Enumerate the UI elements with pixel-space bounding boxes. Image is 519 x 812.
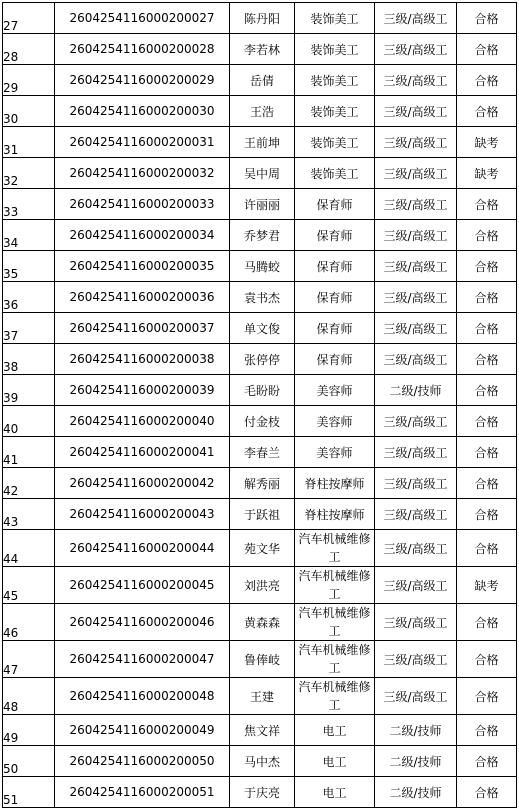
skill-level: 三级/高级工 — [375, 406, 457, 437]
exam-id: 2604254116000200027 — [55, 3, 230, 34]
candidate-name: 马中杰 — [230, 746, 295, 777]
candidate-name: 陈丹阳 — [230, 3, 295, 34]
exam-result: 缺考 — [457, 567, 517, 604]
exam-result: 合格 — [457, 3, 517, 34]
table-row — [3, 375, 517, 406]
exam-id: 2604254116000200037 — [55, 313, 230, 344]
exam-result: 合格 — [457, 34, 517, 65]
table-row — [3, 65, 517, 96]
exam-result: 合格 — [457, 282, 517, 313]
skill-level: 三级/高级工 — [375, 437, 457, 468]
exam-result: 合格 — [457, 746, 517, 777]
exam-id: 2604254116000200028 — [55, 34, 230, 65]
exam-result: 合格 — [457, 344, 517, 375]
candidate-name: 张停停 — [230, 344, 295, 375]
exam-result: 合格 — [457, 251, 517, 282]
exam-id: 2604254116000200050 — [55, 746, 230, 777]
exam-id: 2604254116000200035 — [55, 251, 230, 282]
candidate-name: 袁书杰 — [230, 282, 295, 313]
skill-level: 三级/高级工 — [375, 220, 457, 251]
occupation: 美容师 — [295, 437, 375, 468]
table-row — [3, 344, 517, 375]
occupation: 保育师 — [295, 313, 375, 344]
exam-result: 合格 — [457, 189, 517, 220]
exam-result: 缺考 — [457, 158, 517, 189]
row-number: 27 — [3, 3, 55, 34]
skill-level: 三级/高级工 — [375, 678, 457, 715]
candidate-name: 乔梦君 — [230, 220, 295, 251]
row-number: 33 — [3, 189, 55, 220]
occupation: 保育师 — [295, 189, 375, 220]
exam-result: 合格 — [457, 468, 517, 499]
candidate-name: 王建 — [230, 678, 295, 715]
exam-id: 2604254116000200040 — [55, 406, 230, 437]
candidate-name: 马腾蛟 — [230, 251, 295, 282]
occupation: 装饰美工 — [295, 96, 375, 127]
candidate-name: 李若林 — [230, 34, 295, 65]
occupation: 脊柱按摩师 — [295, 468, 375, 499]
table-row — [3, 746, 517, 777]
exam-id: 2604254116000200032 — [55, 158, 230, 189]
table-row — [3, 567, 517, 604]
occupation: 美容师 — [295, 375, 375, 406]
skill-level: 三级/高级工 — [375, 313, 457, 344]
table-row — [3, 468, 517, 499]
exam-result: 缺考 — [457, 127, 517, 158]
candidate-name: 王浩 — [230, 96, 295, 127]
table-row — [3, 282, 517, 313]
occupation: 电工 — [295, 777, 375, 808]
table-row — [3, 96, 517, 127]
occupation: 保育师 — [295, 251, 375, 282]
candidate-name: 岳倩 — [230, 65, 295, 96]
row-number: 49 — [3, 715, 55, 746]
exam-id: 2604254116000200044 — [55, 530, 230, 567]
skill-level: 三级/高级工 — [375, 641, 457, 678]
table-row — [3, 777, 517, 808]
table-row — [3, 715, 517, 746]
exam-result: 合格 — [457, 678, 517, 715]
results-table — [2, 2, 517, 808]
skill-level: 三级/高级工 — [375, 604, 457, 641]
exam-id: 2604254116000200051 — [55, 777, 230, 808]
row-number: 50 — [3, 746, 55, 777]
occupation: 保育师 — [295, 282, 375, 313]
skill-level: 三级/高级工 — [375, 282, 457, 313]
skill-level: 三级/高级工 — [375, 3, 457, 34]
occupation: 汽车机械维修工 — [295, 530, 375, 567]
skill-level: 二级/技师 — [375, 715, 457, 746]
skill-level: 三级/高级工 — [375, 530, 457, 567]
table-row — [3, 127, 517, 158]
exam-result: 合格 — [457, 604, 517, 641]
table-row — [3, 34, 517, 65]
exam-id: 2604254116000200041 — [55, 437, 230, 468]
row-number: 31 — [3, 127, 55, 158]
results-table-body — [3, 3, 517, 808]
row-number: 38 — [3, 344, 55, 375]
skill-level: 三级/高级工 — [375, 34, 457, 65]
exam-result: 合格 — [457, 641, 517, 678]
skill-level: 二级/技师 — [375, 777, 457, 808]
candidate-name: 苑文华 — [230, 530, 295, 567]
exam-result: 合格 — [457, 715, 517, 746]
exam-id: 2604254116000200031 — [55, 127, 230, 158]
row-number: 40 — [3, 406, 55, 437]
occupation: 汽车机械维修工 — [295, 567, 375, 604]
occupation: 汽车机械维修工 — [295, 641, 375, 678]
exam-result: 合格 — [457, 65, 517, 96]
occupation: 装饰美工 — [295, 127, 375, 158]
exam-result: 合格 — [457, 499, 517, 530]
skill-level: 三级/高级工 — [375, 127, 457, 158]
exam-result: 合格 — [457, 96, 517, 127]
occupation: 美容师 — [295, 406, 375, 437]
row-number: 32 — [3, 158, 55, 189]
exam-id: 2604254116000200047 — [55, 641, 230, 678]
occupation: 汽车机械维修工 — [295, 604, 375, 641]
occupation: 电工 — [295, 746, 375, 777]
occupation: 装饰美工 — [295, 34, 375, 65]
row-number: 39 — [3, 375, 55, 406]
table-row — [3, 641, 517, 678]
candidate-name: 付金枝 — [230, 406, 295, 437]
row-number: 29 — [3, 65, 55, 96]
candidate-name: 单文俊 — [230, 313, 295, 344]
table-row — [3, 313, 517, 344]
exam-id: 2604254116000200029 — [55, 65, 230, 96]
skill-level: 三级/高级工 — [375, 189, 457, 220]
table-row — [3, 220, 517, 251]
skill-level: 二级/技师 — [375, 746, 457, 777]
table-row — [3, 678, 517, 715]
exam-result: 合格 — [457, 313, 517, 344]
exam-result: 合格 — [457, 220, 517, 251]
skill-level: 三级/高级工 — [375, 499, 457, 530]
exam-id: 2604254116000200046 — [55, 604, 230, 641]
row-number: 46 — [3, 604, 55, 641]
candidate-name: 许丽丽 — [230, 189, 295, 220]
candidate-name: 李春兰 — [230, 437, 295, 468]
row-number: 34 — [3, 220, 55, 251]
table-row — [3, 604, 517, 641]
row-number: 44 — [3, 530, 55, 567]
skill-level: 三级/高级工 — [375, 65, 457, 96]
skill-level: 三级/高级工 — [375, 468, 457, 499]
skill-level: 三级/高级工 — [375, 251, 457, 282]
exam-id: 2604254116000200048 — [55, 678, 230, 715]
exam-result: 合格 — [457, 530, 517, 567]
table-row — [3, 530, 517, 567]
skill-level: 三级/高级工 — [375, 567, 457, 604]
occupation: 装饰美工 — [295, 65, 375, 96]
exam-id: 2604254116000200043 — [55, 499, 230, 530]
candidate-name: 黄森森 — [230, 604, 295, 641]
table-row — [3, 251, 517, 282]
occupation: 装饰美工 — [295, 3, 375, 34]
row-number: 36 — [3, 282, 55, 313]
exam-result: 合格 — [457, 375, 517, 406]
exam-id: 2604254116000200033 — [55, 189, 230, 220]
candidate-name: 于跃祖 — [230, 499, 295, 530]
exam-result: 合格 — [457, 406, 517, 437]
exam-id: 2604254116000200039 — [55, 375, 230, 406]
exam-id: 2604254116000200034 — [55, 220, 230, 251]
skill-level: 三级/高级工 — [375, 344, 457, 375]
candidate-name: 吴中周 — [230, 158, 295, 189]
table-row — [3, 189, 517, 220]
exam-result: 合格 — [457, 437, 517, 468]
table-row — [3, 437, 517, 468]
exam-id: 2604254116000200036 — [55, 282, 230, 313]
exam-id: 2604254116000200049 — [55, 715, 230, 746]
exam-result: 合格 — [457, 777, 517, 808]
candidate-name: 王前坤 — [230, 127, 295, 158]
row-number: 37 — [3, 313, 55, 344]
row-number: 48 — [3, 678, 55, 715]
skill-level: 三级/高级工 — [375, 96, 457, 127]
table-row — [3, 406, 517, 437]
occupation: 保育师 — [295, 220, 375, 251]
candidate-name: 刘洪亮 — [230, 567, 295, 604]
row-number: 45 — [3, 567, 55, 604]
row-number: 51 — [3, 777, 55, 808]
skill-level: 三级/高级工 — [375, 158, 457, 189]
occupation: 装饰美工 — [295, 158, 375, 189]
exam-id: 2604254116000200030 — [55, 96, 230, 127]
row-number: 41 — [3, 437, 55, 468]
occupation: 电工 — [295, 715, 375, 746]
row-number: 42 — [3, 468, 55, 499]
row-number: 43 — [3, 499, 55, 530]
table-row — [3, 3, 517, 34]
occupation: 脊柱按摩师 — [295, 499, 375, 530]
exam-id: 2604254116000200042 — [55, 468, 230, 499]
row-number: 30 — [3, 96, 55, 127]
skill-level: 二级/技师 — [375, 375, 457, 406]
table-row — [3, 158, 517, 189]
candidate-name: 于庆亮 — [230, 777, 295, 808]
row-number: 35 — [3, 251, 55, 282]
row-number: 28 — [3, 34, 55, 65]
row-number: 47 — [3, 641, 55, 678]
occupation: 保育师 — [295, 344, 375, 375]
occupation: 汽车机械维修工 — [295, 678, 375, 715]
candidate-name: 解秀丽 — [230, 468, 295, 499]
exam-id: 2604254116000200045 — [55, 567, 230, 604]
candidate-name: 毛盼盼 — [230, 375, 295, 406]
candidate-name: 鲁俸岐 — [230, 641, 295, 678]
exam-id: 2604254116000200038 — [55, 344, 230, 375]
candidate-name: 焦文祥 — [230, 715, 295, 746]
table-row — [3, 499, 517, 530]
